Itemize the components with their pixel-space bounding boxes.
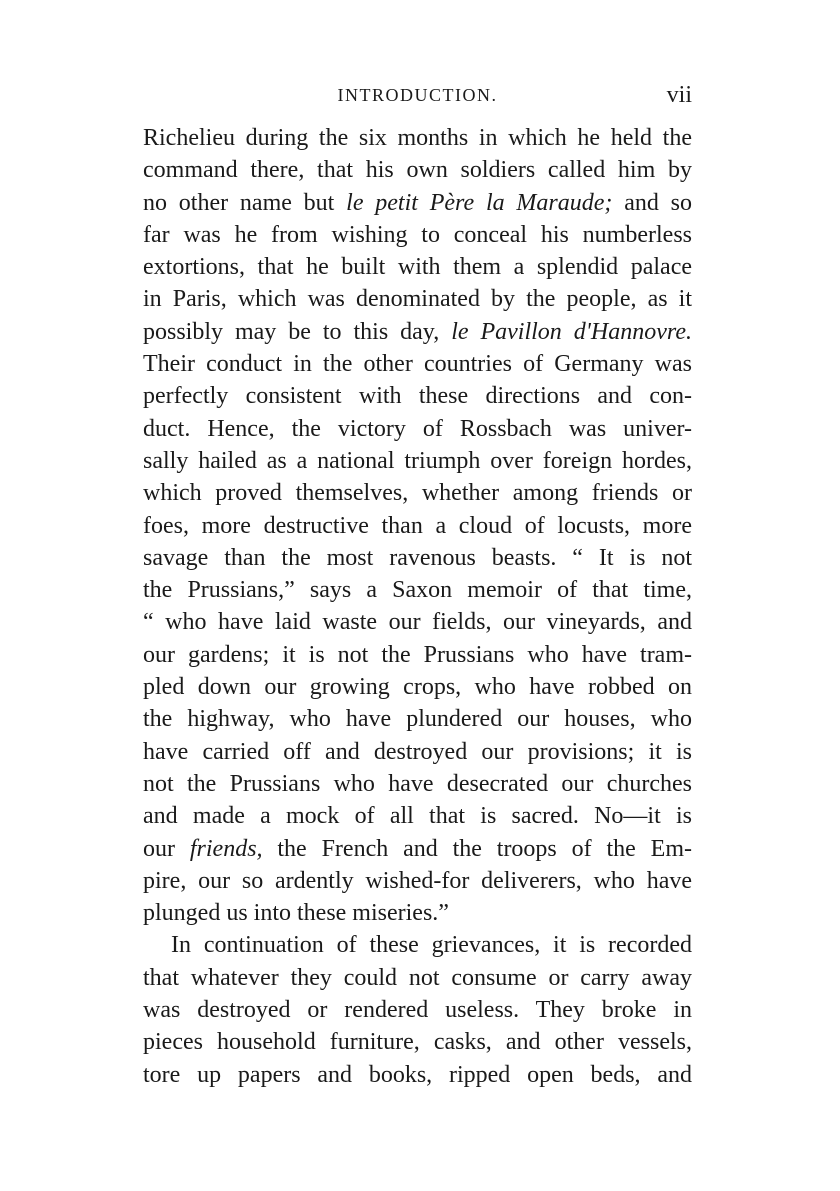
text-line xyxy=(143,154,692,186)
text-run: was destroyed or rendered useless. They broke in xyxy=(143,997,692,1024)
text-line xyxy=(143,639,692,671)
text-line xyxy=(143,251,692,283)
text-line xyxy=(143,1026,692,1058)
italic-text: le Pavillon d'Hannovre. xyxy=(451,318,692,345)
text-line xyxy=(143,994,692,1026)
text-run: that whatever they could not consume or carry away xyxy=(143,964,692,991)
text-run: have carried off and destroyed our provisions; it is xyxy=(143,738,692,765)
text-run: sally hailed as a national triumph over foreign hordes, xyxy=(143,447,692,474)
text-line xyxy=(143,122,692,154)
text-run: “ who have laid waste our fields, our vineyards, and xyxy=(143,609,692,636)
text-line xyxy=(143,348,692,380)
text-run: pieces household furniture, casks, and other vessels, xyxy=(143,1029,692,1056)
text-run: Their conduct in the other countries of Germany was xyxy=(143,351,692,378)
text-line xyxy=(143,703,692,735)
text-run: possibly may be to this day, xyxy=(143,318,452,345)
text-line xyxy=(143,542,692,574)
text-run: the highway, who have plundered our houses, who xyxy=(143,706,692,733)
paragraph xyxy=(143,929,692,1090)
text-run: foes, more destructive than a cloud of locusts, more xyxy=(143,512,692,539)
text-line xyxy=(143,897,692,929)
text-run: far was he from wishing to conceal his numberless xyxy=(143,221,692,248)
text-run: and made a mock of all that is sacred. No—it is xyxy=(143,803,692,830)
text-run: our xyxy=(143,835,190,862)
text-run: extortions, that he built with them a splendid palace xyxy=(143,254,692,281)
text-line xyxy=(143,316,692,348)
text-line xyxy=(143,413,692,445)
text-line xyxy=(143,187,692,219)
text-run: pled down our growing crops, who have robbed on xyxy=(143,674,692,701)
text-line xyxy=(143,606,692,638)
text-run: duct. Hence, the victory of Rossbach was univer- xyxy=(143,415,692,442)
text-line xyxy=(143,477,692,509)
text-line xyxy=(143,510,692,542)
text-line xyxy=(143,574,692,606)
text-line xyxy=(143,929,692,961)
text-run: in Paris, which was denominated by the people, as it xyxy=(143,286,692,313)
paragraph xyxy=(143,122,692,929)
text-run: In continuation of these grievances, it is recorded xyxy=(171,932,692,959)
text-line xyxy=(143,671,692,703)
text-run: plunged us into these miseries.” xyxy=(143,900,449,927)
running-head xyxy=(143,80,692,110)
text-run: and so xyxy=(612,189,692,216)
text-line xyxy=(143,833,692,865)
text-run: no other name but xyxy=(143,189,347,216)
text-run: the Prussians,” says a Saxon memoir of that time, xyxy=(143,577,692,604)
italic-text: le petit Père la Maraude; xyxy=(346,189,613,216)
text-run: our gardens; it is not the Prussians who have tram- xyxy=(143,641,692,668)
italic-text: friends, xyxy=(189,835,263,862)
text-line xyxy=(143,800,692,832)
text-line xyxy=(143,1059,692,1091)
text-run: savage than the most ravenous beasts. “ It is not xyxy=(143,544,692,571)
text-line xyxy=(143,962,692,994)
text-line xyxy=(143,380,692,412)
text-run: not the Prussians who have desecrated our churches xyxy=(143,770,692,797)
text-run: pire, our so ardently wished-for deliverers, who have xyxy=(143,867,692,894)
text-run: tore up papers and books, ripped open beds, and xyxy=(143,1061,692,1088)
text-run: command there, that his own soldiers called him by xyxy=(143,157,692,184)
text-run: perfectly consistent with these directions and con- xyxy=(143,383,692,410)
text-line xyxy=(143,865,692,897)
text-line xyxy=(143,736,692,768)
text-line xyxy=(143,445,692,477)
text-run: the French and the troops of the Em- xyxy=(262,835,692,862)
page-number: vii xyxy=(666,82,692,108)
text-line xyxy=(143,768,692,800)
body-text xyxy=(143,122,692,1091)
text-run: Richelieu during the six months in which he held the xyxy=(143,125,692,151)
running-title: INTRODUCTION. xyxy=(337,85,498,105)
text-run: which proved themselves, whether among friends or xyxy=(143,480,692,507)
text-line xyxy=(143,283,692,315)
text-line xyxy=(143,219,692,251)
